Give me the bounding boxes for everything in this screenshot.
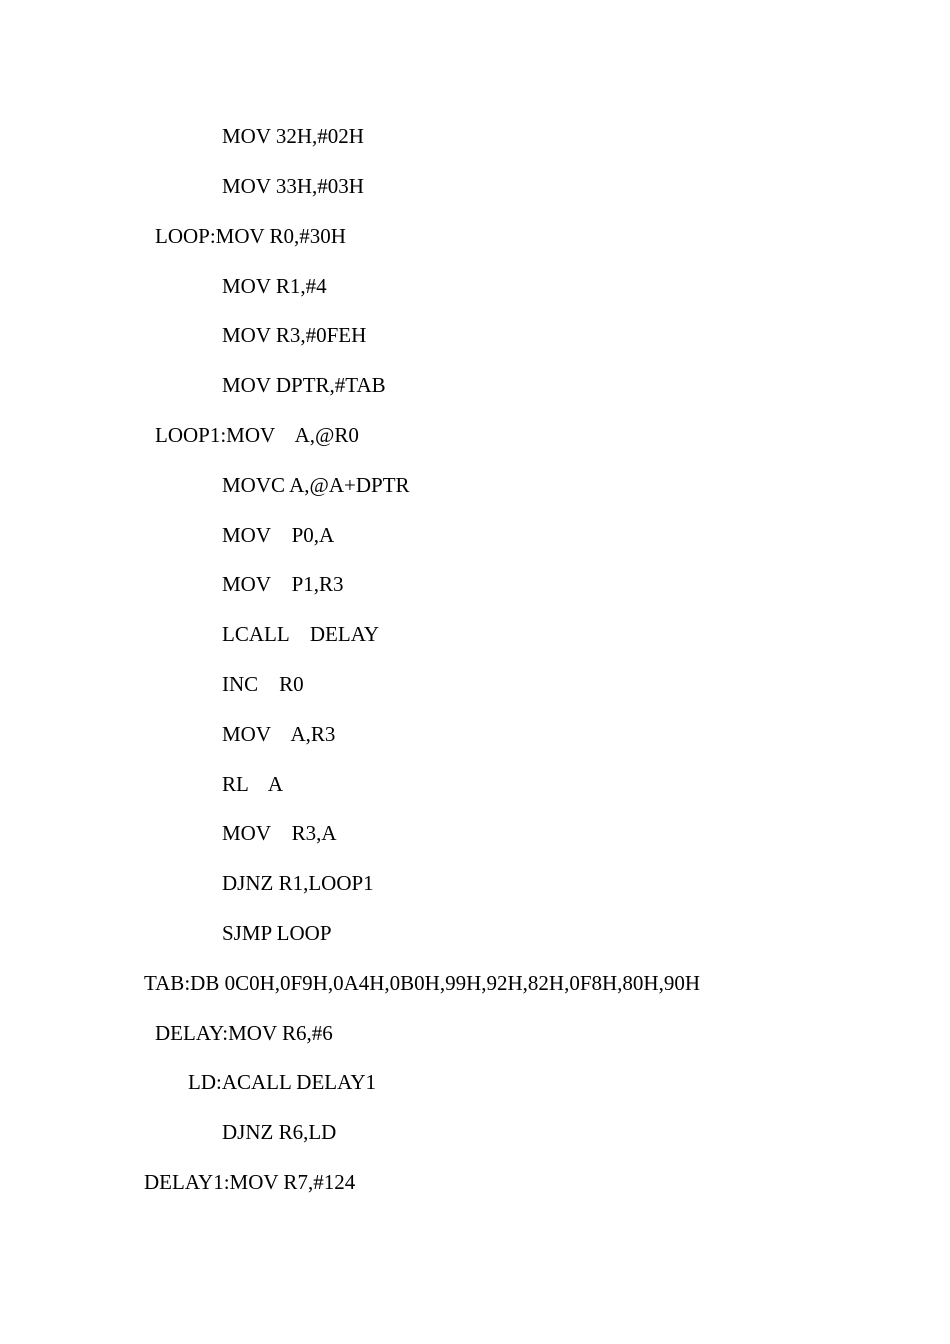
code-line-label: LD:ACALL DELAY1 — [188, 1070, 377, 1094]
code-line: DJNZ R6,LD — [222, 1120, 337, 1144]
code-line: SJMP LOOP — [222, 921, 332, 945]
code-line: MOV R3,#0FEH — [222, 323, 367, 347]
code-line-label: LOOP1:MOV A,@R0 — [155, 423, 359, 447]
code-line: MOV R1,#4 — [222, 274, 327, 298]
code-line: RL A — [222, 772, 284, 796]
code-line: MOV P0,A — [222, 523, 335, 547]
code-line: LCALL DELAY — [222, 622, 380, 646]
code-line: MOV DPTR,#TAB — [222, 373, 386, 397]
code-line-label: DELAY1:MOV R7,#124 — [144, 1170, 356, 1194]
code-line: MOV A,R3 — [222, 722, 336, 746]
code-line-label: DELAY:MOV R6,#6 — [155, 1021, 333, 1045]
code-line: MOV R3,A — [222, 821, 337, 845]
code-line: DJNZ R1,LOOP1 — [222, 871, 374, 895]
code-line-label: LOOP:MOV R0,#30H — [155, 224, 346, 248]
code-line: MOV 33H,#03H — [222, 174, 364, 198]
code-line: MOV P1,R3 — [222, 572, 344, 596]
code-line-label: TAB:DB 0C0H,0F9H,0A4H,0B0H,99H,92H,82H,0F8H,80H,90H — [144, 971, 701, 995]
code-line: INC R0 — [222, 672, 304, 696]
code-line: MOV 32H,#02H — [222, 124, 364, 148]
code-line: MOVC A,@A+DPTR — [222, 473, 410, 497]
